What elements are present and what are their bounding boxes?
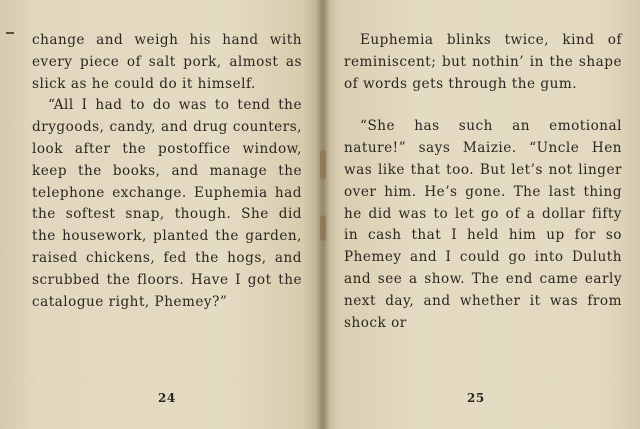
right-page-number: 25 [467, 391, 485, 405]
right-paragraph-1: Euphemia blinks twice, kind of reminiscent; but nothin’ in the shape of words gets through the gum. [344, 32, 622, 92]
binding-stitch [320, 215, 326, 241]
paragraph-gap [344, 95, 622, 116]
right-page [322, 0, 640, 429]
binding-stitch [320, 150, 326, 180]
left-page-text [32, 30, 302, 313]
right-paragraph-2: “She has such an emotional nature!” says Maizie. “Uncle Hen was like that too. But let’s not linger over him. He’s gone. The last thing he did was to let go of a dollar fifty in cash that I held him up for so Phemey and I could go into Duluth and see a show. The end came early next day, and whether it was from shock or [344, 118, 622, 331]
left-paragraph-2: “All I had to do was to tend the drygoods, candy, and drug counters, look after the postoffice window, keep the books, and manage the telephone exchange. Euphemia had the softest snap, though. She did the housework, planted the garden, raised chickens, fed the hogs, and scrubbed the floors. Have I got the catalogue right, Phemey?” [32, 97, 302, 310]
left-paragraph-1: change and weigh his hand with every piece of salt pork, almost as slick as he could do it himself. [32, 32, 302, 92]
page-edge-mark [6, 32, 14, 34]
left-page-number: 24 [158, 391, 176, 405]
right-page-text [344, 30, 622, 334]
